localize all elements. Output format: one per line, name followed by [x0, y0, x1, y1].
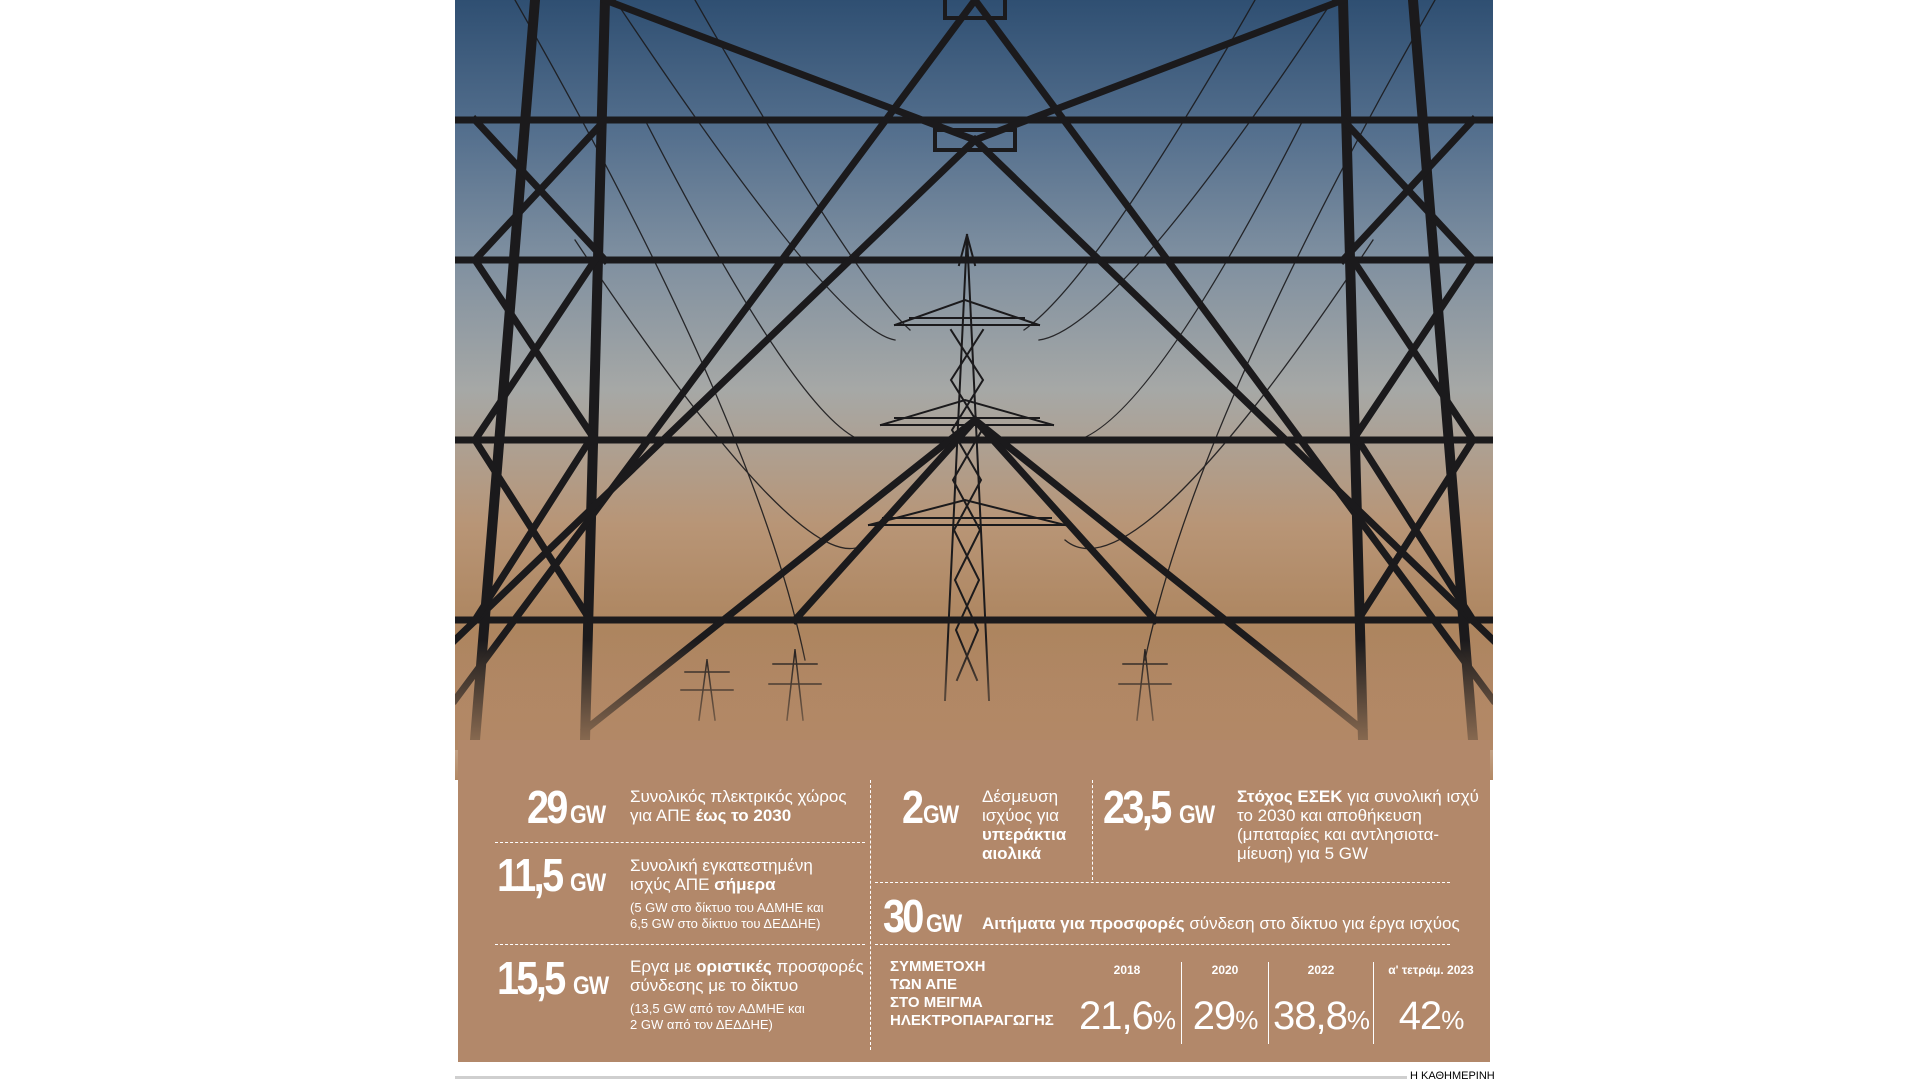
share-year-label: 2018	[1113, 963, 1141, 977]
stat-23-5gw-text: Στόχος ΕΣΕΚ για συνολική ισχύ το 2030 και αποθήκευση (μπαταρίες και αντλησιοτα- μίευση) για 5 GW	[1237, 787, 1479, 863]
stat-30gw-value: 30 GW	[883, 890, 962, 942]
divider-vertical-top-right	[1092, 780, 1093, 880]
divider-right-2	[875, 944, 1450, 945]
share-year-label: α' τετράμ. 2023	[1388, 963, 1474, 977]
stat-15-5gw-note: (13,5 GW από τον ΑΔΜΗΕ και 2 GW από τον ΔΕΔΔΗΕ)	[630, 1001, 805, 1032]
source-credit: Η ΚΑΘΗΜΕΡΙΝΗ	[1410, 1070, 1495, 1082]
stat-29gw-text: Συνολικός πλεκτρικός χώρος για ΑΠΕ έως το 2030	[630, 787, 847, 825]
share-year-label: 2020	[1211, 963, 1239, 977]
stat-2gw-value: 2GW	[902, 781, 958, 833]
footer-rule	[455, 1076, 1407, 1079]
stat-11-5gw-text: Συνολική εγκατεστημένη ισχύς ΑΠΕ σήμερα	[630, 856, 813, 894]
stat-29gw-value: 29 GW	[527, 781, 606, 833]
stat-23-5gw-value: 23,5 GW	[1103, 781, 1214, 833]
share-title: ΣΥΜΜΕΤΟΧΗ ΤΩΝ ΑΠΕ ΣΤΟ ΜΕΙΓΜΑ ΗΛΕΚΤΡΟΠΑΡΑΓΩΓΗΣ	[890, 958, 1054, 1029]
stat-15-5gw-value: 15,5 GW	[497, 952, 608, 1004]
share-value: 29%	[1192, 994, 1258, 1038]
share-value: 21,6%	[1079, 994, 1175, 1038]
stat-2gw-text: Δέσμευση ισχύος για υπεράκτια αιολικά	[982, 787, 1067, 863]
infographic-panel	[455, 0, 1493, 1062]
share-year-label: 2022	[1307, 963, 1335, 977]
share-value: 38,8%	[1273, 994, 1369, 1038]
divider-right-1	[875, 882, 1450, 883]
stat-11-5gw-note: (5 GW στο δίκτυο του ΑΔΜΗΕ και 6,5 GW στο δίκτυο του ΔΕΔΔΗΕ)	[630, 900, 824, 931]
stat-30gw-text: Αιτήματα για προσφορές σύνδεση στο δίκτυο για έργα ισχύος	[982, 914, 1460, 933]
divider-vertical-main	[870, 780, 871, 1050]
share-value: 42%	[1398, 994, 1464, 1038]
divider-row-2	[495, 944, 865, 945]
divider-row-1	[495, 842, 865, 843]
stat-15-5gw-text: Εργα με οριστικές προσφορές σύνδεσης με το δίκτυο	[630, 957, 864, 995]
stat-11-5gw-value: 11,5 GW	[497, 849, 606, 901]
